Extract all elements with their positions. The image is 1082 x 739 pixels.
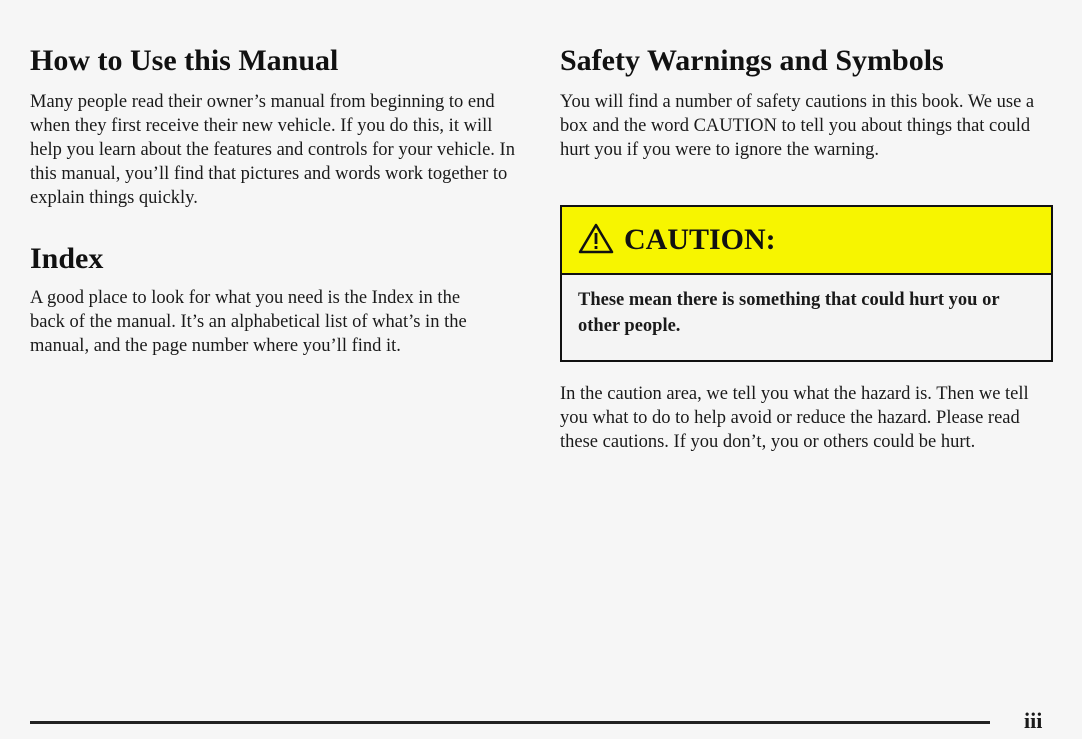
heading-safety-warnings: Safety Warnings and Symbols: [560, 44, 944, 77]
caution-explanation-paragraph: In the caution area, we tell you what the hazard is. Then we tell you what to do to help avoid or reduce the hazard. Please read these cautions. If you don’t, you or others could be hurt.: [560, 384, 1029, 452]
warning-triangle-icon: [578, 222, 614, 259]
safety-intro-paragraph: You will find a number of safety cautions in this book. We use a box and the word CAUTION to tell you about things that could hurt you if you were to ignore the warning.: [560, 92, 1035, 160]
index-paragraph: A good place to look for what you need is the Index in the back of the manual. It’s an alphabetical list of what’s in the manual, and the page number where you’ll find it.: [30, 288, 467, 356]
caution-box: [560, 205, 1053, 362]
how-to-use-paragraph: Many people read their owner’s manual from beginning to end when they first receive their new vehicle. If you do this, it will help you learn about the features and controls for your vehicle. In this manual, you’ll find that pictures and words work together to explain things quickly.: [30, 92, 515, 208]
heading-how-to-use: How to Use this Manual: [30, 44, 339, 77]
caution-header: [562, 207, 1051, 275]
footer-rule: [30, 721, 990, 724]
page-number: iii: [1024, 708, 1043, 733]
caution-text: These mean there is something that could hurt you or other people.: [578, 290, 1000, 336]
caution-label: CAUTION:: [624, 223, 776, 256]
heading-index: Index: [30, 242, 104, 275]
